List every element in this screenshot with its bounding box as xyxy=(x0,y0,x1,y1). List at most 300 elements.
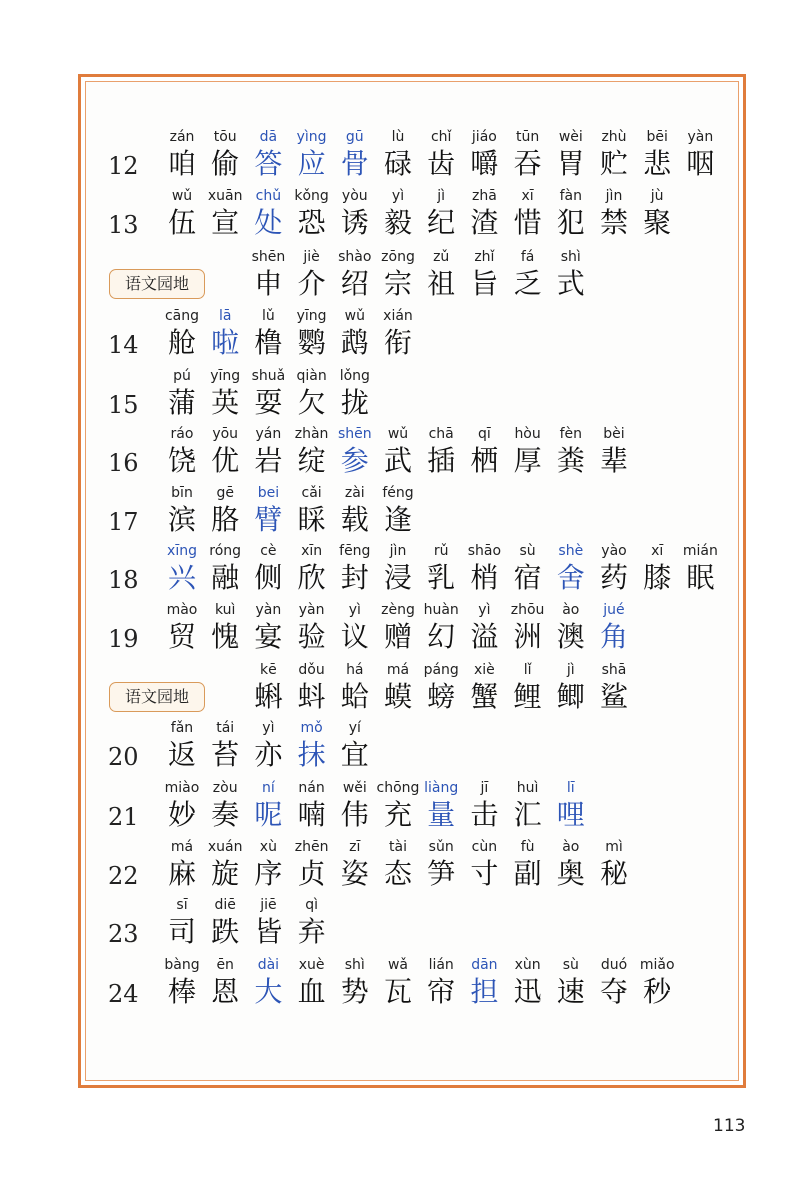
pinyin: zán xyxy=(169,129,195,145)
hanzi: 粪 xyxy=(556,444,585,477)
hanzi: 禁 xyxy=(599,206,628,239)
lesson-row xyxy=(0,778,800,836)
hanzi: 宴 xyxy=(254,620,283,653)
pinyin: cùn xyxy=(471,839,498,855)
pinyin: wǎ xyxy=(387,957,409,973)
hanzi: 秘 xyxy=(599,857,628,890)
hanzi: 弃 xyxy=(297,915,326,948)
pinyin: mì xyxy=(605,839,623,855)
char-cell xyxy=(373,306,423,360)
pinyin: mǒ xyxy=(300,720,323,736)
pinyin: bàng xyxy=(164,957,200,973)
pinyin: zài xyxy=(344,485,365,501)
pinyin: zhàn xyxy=(294,426,329,442)
hanzi: 吞 xyxy=(513,147,542,180)
pinyin: jì xyxy=(566,662,575,678)
hanzi: 膝 xyxy=(643,561,672,594)
hanzi: 插 xyxy=(427,444,456,477)
pinyin: dā xyxy=(259,129,278,145)
hanzi: 处 xyxy=(254,206,283,239)
pinyin: shì xyxy=(344,957,365,973)
hanzi: 载 xyxy=(340,503,369,536)
hanzi: 鹦 xyxy=(297,326,326,359)
hanzi: 啦 xyxy=(211,326,240,359)
hanzi: 宿 xyxy=(513,561,542,594)
hanzi: 毅 xyxy=(383,206,412,239)
hanzi: 梢 xyxy=(470,561,499,594)
pinyin: lī xyxy=(566,780,575,796)
hanzi: 饶 xyxy=(167,444,196,477)
pinyin: yàn xyxy=(687,129,714,145)
char-cell xyxy=(589,660,639,714)
hanzi: 击 xyxy=(470,798,499,831)
hanzi: 岩 xyxy=(254,444,283,477)
pinyin: cāng xyxy=(164,308,200,324)
pinyin: sù xyxy=(562,957,579,973)
hanzi: 副 xyxy=(513,857,542,890)
pinyin: lǒng xyxy=(339,368,370,384)
pinyin: chā xyxy=(428,426,454,442)
hanzi: 迅 xyxy=(513,975,542,1008)
lesson-number: 24 xyxy=(108,980,139,1008)
hanzi: 优 xyxy=(211,444,240,477)
hanzi: 宣 xyxy=(211,206,240,239)
hanzi: 亦 xyxy=(254,738,283,771)
hanzi: 应 xyxy=(297,147,326,180)
lesson-row xyxy=(0,895,800,953)
pinyin: bīn xyxy=(171,485,193,501)
hanzi: 贮 xyxy=(599,147,628,180)
pinyin: fēng xyxy=(339,543,371,559)
pinyin: jìn xyxy=(389,543,407,559)
pinyin: yán xyxy=(255,426,282,442)
pinyin: diē xyxy=(214,897,236,913)
pinyin: shā xyxy=(601,662,627,678)
pinyin: féng xyxy=(382,485,414,501)
hanzi: 偷 xyxy=(211,147,240,180)
polyphonic-char-cell xyxy=(546,778,596,832)
hanzi: 奏 xyxy=(211,798,240,831)
hanzi: 笋 xyxy=(427,857,456,890)
hanzi: 橹 xyxy=(254,326,283,359)
pinyin: má xyxy=(386,662,410,678)
pinyin: yào xyxy=(601,543,627,559)
hanzi: 鹉 xyxy=(340,326,369,359)
pinyin: zhǐ xyxy=(474,249,495,265)
pinyin: tái xyxy=(216,720,235,736)
pinyin: zòu xyxy=(212,780,238,796)
lesson-number: 23 xyxy=(108,920,139,948)
pinyin: bei xyxy=(257,485,280,501)
hanzi: 诱 xyxy=(340,206,369,239)
pinyin: dān xyxy=(471,957,498,973)
hanzi: 帘 xyxy=(427,975,456,1008)
hanzi: 祖 xyxy=(427,267,456,300)
hanzi: 鲤 xyxy=(513,680,542,713)
lesson-number: 17 xyxy=(108,508,139,536)
pinyin: páng xyxy=(423,662,459,678)
lesson-number: 13 xyxy=(108,211,139,239)
pinyin: má xyxy=(170,839,194,855)
hanzi: 返 xyxy=(167,738,196,771)
hanzi: 融 xyxy=(211,561,240,594)
pinyin: yì xyxy=(262,720,275,736)
hanzi: 浸 xyxy=(383,561,412,594)
hanzi: 奥 xyxy=(556,857,585,890)
hanzi: 血 xyxy=(297,975,326,1008)
hanzi: 惜 xyxy=(513,206,542,239)
pinyin: shì xyxy=(560,249,581,265)
hanzi: 秒 xyxy=(643,975,672,1008)
pinyin: xī xyxy=(651,543,664,559)
char-cell xyxy=(589,424,639,478)
hanzi: 眠 xyxy=(686,561,715,594)
hanzi: 齿 xyxy=(427,147,456,180)
lesson-row xyxy=(0,718,800,776)
hanzi: 厚 xyxy=(513,444,542,477)
hanzi: 充 xyxy=(383,798,412,831)
pinyin: xuān xyxy=(207,188,243,204)
pinyin: zhēn xyxy=(294,839,329,855)
polyphonic-char-cell xyxy=(589,600,639,654)
hanzi: 宗 xyxy=(383,267,412,300)
hanzi: 申 xyxy=(254,267,283,300)
pinyin: dǒu xyxy=(298,662,325,678)
hanzi: 乳 xyxy=(427,561,456,594)
pinyin: dài xyxy=(257,957,280,973)
pinyin: zōng xyxy=(381,249,415,265)
hanzi: 抹 xyxy=(297,738,326,771)
pinyin: chǐ xyxy=(430,129,452,145)
hanzi: 武 xyxy=(383,444,412,477)
hanzi: 衔 xyxy=(383,326,412,359)
pinyin: ráo xyxy=(170,426,194,442)
pinyin: yí xyxy=(348,720,361,736)
hanzi: 栖 xyxy=(470,444,499,477)
pinyin: yōu xyxy=(212,426,239,442)
hanzi: 螃 xyxy=(427,680,456,713)
pinyin: zǔ xyxy=(433,249,450,265)
hanzi: 贞 xyxy=(297,857,326,890)
pinyin: wǔ xyxy=(387,426,409,442)
lesson-row xyxy=(0,127,800,185)
pinyin: yì xyxy=(478,602,491,618)
lesson-number: 16 xyxy=(108,449,139,477)
pinyin: zhù xyxy=(601,129,627,145)
pinyin: lā xyxy=(218,308,232,324)
pinyin: jiē xyxy=(260,897,277,913)
pinyin: huì xyxy=(516,780,539,796)
pinyin: chōng xyxy=(376,780,420,796)
pinyin: miǎo xyxy=(639,957,675,973)
hanzi: 哩 xyxy=(556,798,585,831)
hanzi: 英 xyxy=(211,386,240,419)
pinyin: sù xyxy=(519,543,536,559)
pinyin: jué xyxy=(603,602,625,618)
hanzi: 耍 xyxy=(254,386,283,419)
pinyin: yīng xyxy=(296,308,327,324)
hanzi: 跌 xyxy=(211,915,240,948)
hanzi: 纪 xyxy=(427,206,456,239)
lesson-number: 14 xyxy=(108,331,139,359)
hanzi: 胳 xyxy=(211,503,240,536)
pinyin: xuán xyxy=(207,839,243,855)
hanzi: 嚼 xyxy=(470,147,499,180)
hanzi: 赠 xyxy=(383,620,412,653)
hanzi: 旋 xyxy=(211,857,240,890)
hanzi: 麻 xyxy=(167,857,196,890)
lesson-row xyxy=(0,306,800,364)
hanzi: 蝌 xyxy=(254,680,283,713)
hanzi: 鲨 xyxy=(599,680,628,713)
hanzi: 碌 xyxy=(383,147,412,180)
lesson-number: 20 xyxy=(108,743,139,771)
hanzi: 担 xyxy=(470,975,499,1008)
pinyin: jiáo xyxy=(471,129,497,145)
hanzi: 胃 xyxy=(556,147,585,180)
pinyin: zī xyxy=(349,839,361,855)
pinyin: yì xyxy=(391,188,405,204)
hanzi: 乏 xyxy=(513,267,542,300)
pinyin: gū xyxy=(345,129,364,145)
pinyin: lǐ xyxy=(523,662,532,678)
hanzi: 皆 xyxy=(254,915,283,948)
pinyin: róng xyxy=(209,543,242,559)
lesson-row xyxy=(0,483,800,541)
hanzi: 舍 xyxy=(556,561,585,594)
pinyin: huàn xyxy=(423,602,459,618)
pinyin: cǎi xyxy=(301,485,322,501)
hanzi: 聚 xyxy=(643,206,672,239)
lesson-row xyxy=(0,955,800,1013)
pinyin: fèn xyxy=(559,426,582,442)
hanzi: 封 xyxy=(340,561,369,594)
pinyin: sī xyxy=(176,897,188,913)
pinyin: qì xyxy=(305,897,318,913)
pinyin: shào xyxy=(338,249,372,265)
pinyin: sǔn xyxy=(428,839,454,855)
pinyin: fǎn xyxy=(170,720,194,736)
lesson-row xyxy=(0,424,800,482)
hanzi: 悲 xyxy=(643,147,672,180)
pinyin: kuì xyxy=(214,602,236,618)
hanzi: 议 xyxy=(340,620,369,653)
hanzi: 苔 xyxy=(211,738,240,771)
hanzi: 瓦 xyxy=(383,975,412,1008)
lesson-row xyxy=(0,837,800,895)
pinyin: rǔ xyxy=(433,543,449,559)
pinyin: yòu xyxy=(341,188,368,204)
hanzi: 序 xyxy=(254,857,283,890)
hanzi: 睬 xyxy=(297,503,326,536)
garden-badge: 语文园地 xyxy=(109,269,205,299)
pinyin: xī xyxy=(521,188,534,204)
pinyin: fù xyxy=(520,839,535,855)
pinyin: hòu xyxy=(514,426,541,442)
pinyin: xuè xyxy=(298,957,325,973)
hanzi: 拢 xyxy=(340,386,369,419)
hanzi: 伟 xyxy=(340,798,369,831)
pinyin: tōu xyxy=(213,129,237,145)
hanzi: 臂 xyxy=(254,503,283,536)
pinyin: mián xyxy=(682,543,718,559)
hanzi: 伍 xyxy=(167,206,196,239)
pinyin: wěi xyxy=(342,780,367,796)
hanzi: 介 xyxy=(297,267,326,300)
hanzi: 大 xyxy=(254,975,283,1008)
hanzi: 溢 xyxy=(470,620,499,653)
char-cell xyxy=(589,837,639,891)
pinyin: shēn xyxy=(251,249,286,265)
hanzi: 答 xyxy=(254,147,283,180)
hanzi: 愧 xyxy=(211,620,240,653)
pinyin: wèi xyxy=(558,129,583,145)
hanzi: 滨 xyxy=(167,503,196,536)
hanzi: 态 xyxy=(383,857,412,890)
hanzi: 辈 xyxy=(599,444,628,477)
pinyin: mào xyxy=(166,602,198,618)
hanzi: 角 xyxy=(599,620,628,653)
hanzi: 渣 xyxy=(470,206,499,239)
pinyin: shēn xyxy=(337,426,372,442)
pinyin: qī xyxy=(478,426,491,442)
pinyin: pú xyxy=(173,368,191,384)
pinyin: shuǎ xyxy=(251,368,286,384)
hanzi: 验 xyxy=(297,620,326,653)
lesson-number: 18 xyxy=(108,566,139,594)
hanzi: 汇 xyxy=(513,798,542,831)
hanzi: 妙 xyxy=(167,798,196,831)
pinyin: yīng xyxy=(210,368,241,384)
pinyin: zhōu xyxy=(510,602,545,618)
char-cell xyxy=(632,955,682,1009)
hanzi: 夺 xyxy=(599,975,628,1008)
hanzi: 绍 xyxy=(340,267,369,300)
pinyin: wǔ xyxy=(344,308,365,324)
lesson-row xyxy=(0,600,800,658)
lesson-row xyxy=(0,247,800,305)
pinyin: xián xyxy=(383,308,413,324)
hanzi: 逢 xyxy=(383,503,412,536)
pinyin: kē xyxy=(260,662,277,678)
hanzi: 旨 xyxy=(470,267,499,300)
char-cell xyxy=(330,366,380,420)
pinyin: cè xyxy=(260,543,277,559)
pinyin: ní xyxy=(262,780,275,796)
pinyin: jù xyxy=(650,188,664,204)
char-cell xyxy=(675,127,725,181)
pinyin: kǒng xyxy=(294,188,329,204)
pinyin: tūn xyxy=(515,129,540,145)
pinyin: fàn xyxy=(559,188,582,204)
char-cell xyxy=(675,541,725,595)
lesson-row xyxy=(0,660,800,718)
hanzi: 骨 xyxy=(340,147,369,180)
pinyin: duó xyxy=(600,957,628,973)
hanzi: 宜 xyxy=(340,738,369,771)
pinyin: wǔ xyxy=(171,188,193,204)
pinyin: jì xyxy=(437,188,446,204)
hanzi: 量 xyxy=(427,798,456,831)
hanzi: 蛤 xyxy=(340,680,369,713)
hanzi: 贸 xyxy=(167,620,196,653)
hanzi: 呢 xyxy=(254,798,283,831)
hanzi: 兴 xyxy=(167,561,196,594)
hanzi: 洲 xyxy=(513,620,542,653)
pinyin: liàng xyxy=(424,780,459,796)
pinyin: xùn xyxy=(514,957,541,973)
char-cell xyxy=(632,186,682,240)
hanzi: 欠 xyxy=(297,386,326,419)
hanzi: 棒 xyxy=(167,975,196,1008)
hanzi: 舱 xyxy=(167,326,196,359)
pinyin: bèi xyxy=(603,426,625,442)
char-cell xyxy=(330,718,380,772)
pinyin: jìn xyxy=(605,188,623,204)
hanzi: 咱 xyxy=(167,147,196,180)
pinyin: yìng xyxy=(296,129,327,145)
pinyin: nán xyxy=(298,780,325,796)
page-number: 113 xyxy=(713,1116,746,1136)
pinyin: jī xyxy=(480,780,489,796)
lesson-number: 15 xyxy=(108,391,139,419)
hanzi: 蚪 xyxy=(297,680,326,713)
pinyin: miào xyxy=(164,780,200,796)
char-cell xyxy=(373,483,423,537)
pinyin: xīn xyxy=(301,543,323,559)
hanzi: 势 xyxy=(340,975,369,1008)
hanzi: 欣 xyxy=(297,561,326,594)
char-cell xyxy=(287,895,337,949)
hanzi: 恩 xyxy=(211,975,240,1008)
hanzi: 犯 xyxy=(556,206,585,239)
pinyin: xiè xyxy=(473,662,495,678)
pinyin: xīng xyxy=(167,543,197,559)
hanzi: 喃 xyxy=(297,798,326,831)
pinyin: zhā xyxy=(471,188,497,204)
pinyin: lù xyxy=(391,129,405,145)
garden-badge: 语文园地 xyxy=(109,682,205,712)
pinyin: ào xyxy=(562,602,580,618)
pinyin: shè xyxy=(558,543,584,559)
hanzi: 鲫 xyxy=(556,680,585,713)
hanzi: 蟆 xyxy=(383,680,412,713)
pinyin: chǔ xyxy=(255,188,282,204)
hanzi: 姿 xyxy=(340,857,369,890)
pinyin: ào xyxy=(562,839,580,855)
pinyin: gē xyxy=(216,485,234,501)
hanzi: 司 xyxy=(167,915,196,948)
pinyin: ēn xyxy=(216,957,234,973)
pinyin: fá xyxy=(520,249,535,265)
hanzi: 侧 xyxy=(254,561,283,594)
hanzi: 寸 xyxy=(470,857,499,890)
pinyin: yàn xyxy=(255,602,282,618)
hanzi: 幻 xyxy=(427,620,456,653)
hanzi: 速 xyxy=(556,975,585,1008)
pinyin: qiàn xyxy=(296,368,327,384)
pinyin: jiè xyxy=(303,249,320,265)
hanzi: 蒲 xyxy=(167,386,196,419)
pinyin: lián xyxy=(428,957,454,973)
char-cell xyxy=(546,247,596,301)
hanzi: 药 xyxy=(599,561,628,594)
pinyin: yì xyxy=(348,602,361,618)
lesson-number: 12 xyxy=(108,152,139,180)
hanzi: 绽 xyxy=(297,444,326,477)
lesson-number: 19 xyxy=(108,625,139,653)
hanzi: 澳 xyxy=(556,620,585,653)
